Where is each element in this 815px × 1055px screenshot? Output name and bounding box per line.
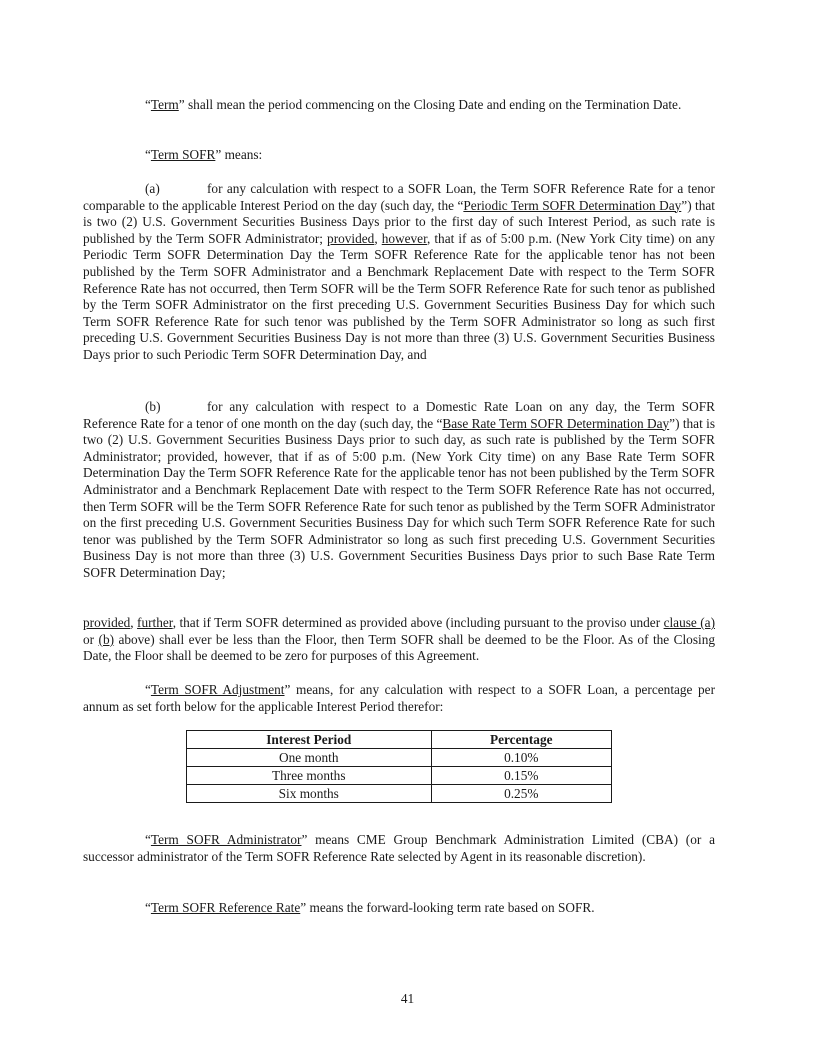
table-header: Percentage bbox=[431, 731, 611, 749]
definition-term-sofr: “Term SOFR” means: bbox=[145, 147, 263, 162]
table-cell: One month bbox=[187, 749, 432, 767]
table-cell: 0.15% bbox=[431, 767, 611, 785]
defined-term: Periodic Term SOFR Determination Day bbox=[463, 197, 682, 213]
defined-term: Term SOFR Administrator bbox=[150, 832, 302, 847]
page-number: 41 bbox=[400, 991, 415, 1006]
table-cell: Three months bbox=[187, 767, 432, 785]
table-cell: 0.10% bbox=[431, 749, 611, 767]
definition-term-sofr-administrator: “Term SOFR Administrator” means CME Group Benchmark Administration Limited (CBA) (or a successor administrator of the Term SOFR Reference Rate selected by Agent in its reasonable discretion). bbox=[83, 832, 715, 864]
defined-term: Term SOFR bbox=[150, 147, 216, 162]
clause-label: (a) bbox=[145, 181, 160, 196]
defined-term: Term SOFR Reference Rate bbox=[150, 900, 301, 915]
definition-term: “Term” shall mean the period commencing on the Closing Date and ending on the Termination Date. bbox=[145, 97, 682, 112]
definition-term-sofr-reference-rate: “Term SOFR Reference Rate” means the forward-looking term rate based on SOFR. bbox=[145, 900, 595, 915]
rates-table bbox=[186, 730, 612, 803]
table-row bbox=[187, 767, 612, 785]
table-cell: 0.25% bbox=[431, 785, 611, 803]
table-row bbox=[187, 785, 612, 803]
table-header: Interest Period bbox=[187, 731, 432, 749]
clause-b: (b) for any calculation with respect to a Domestic Rate Loan on any day, the Term SOFR Reference Rate for a tenor of one month on the day (such day, the “Base Rate Term SOFR Determination Day”) that is two (2) U.S. Government Securities Business Days prior to such day, as such rate is published by the Term SOFR Administrator; provided, however, that if as of 5:00 p.m. (New York City time) on any Base Rate Term SOFR Determination Day the Term SOFR Reference Rate for the applicable tenor has not been published by the Term SOFR Administrator and a Benchmark Replacement Date with respect to the Term SOFR Reference Rate has not occurred, then Term SOFR will be the Term SOFR Reference Rate for such tenor as published by the Term SOFR Administrator on the first preceding U.S. Government Securities Business Day for which such Term SOFR Reference Rate for such tenor was published by the Term SOFR Administrator so long as such first preceding U.S. Government Securities Business Day is not more than three (3) U.S. Government Securities Business Days prior to such Base Rate Term SOFR Determination Day; bbox=[83, 399, 715, 580]
rates-table-wrap bbox=[83, 730, 715, 803]
clause-a: (a) for any calculation with respect to a SOFR Loan, the Term SOFR Reference Rate for a tenor comparable to the applicable Interest Period on the day (such day, the “Periodic Term SOFR Determination Day”) that is two (2) U.S. Government Securities Business Days prior to the first day of such Interest Period, as such rate is published by the Term SOFR Administrator; provided, however, that if as of 5:00 p.m. (New York City time) on any Periodic Term SOFR Determination Day the Term SOFR Reference Rate for the applicable tenor has not been published by the Term SOFR Administrator and a Benchmark Replacement Date with respect to the Term SOFR Reference Rate has not occurred, then Term SOFR will be the Term SOFR Reference Rate for such tenor as published by the Term SOFR Administrator on the first preceding U.S. Government Securities Business Day for which such Term SOFR Reference Rate for such tenor was published by the Term SOFR Administrator so long as such first preceding U.S. Government Securities Business Day is not more than three (3) U.S. Government Securities Business Days prior to such Periodic Term SOFR Determination Day, and bbox=[83, 181, 716, 362]
table-header-row bbox=[187, 731, 612, 749]
defined-term: Term bbox=[150, 97, 179, 112]
table-row bbox=[187, 749, 612, 767]
definition-term-sofr-adjustment: “Term SOFR Adjustment” means, for any calculation with respect to a SOFR Loan, a percentage per annum as set forth below for the applicable Interest Period therefor: bbox=[83, 682, 716, 714]
table-cell: Six months bbox=[187, 785, 432, 803]
proviso-paragraph: provided, further, that if Term SOFR determined as provided above (including pursuant to the proviso under clause (a) or (b) above) shall ever be less than the Floor, then Term SOFR shall be deemed to be the Floor. As of the Closing Date, the Floor shall be deemed to be zero for purposes of this Agreement. bbox=[83, 615, 715, 664]
defined-term: Base Rate Term SOFR Determination Day bbox=[442, 415, 670, 431]
defined-term: Term SOFR Adjustment bbox=[150, 682, 285, 697]
clause-label: (b) bbox=[145, 399, 161, 414]
